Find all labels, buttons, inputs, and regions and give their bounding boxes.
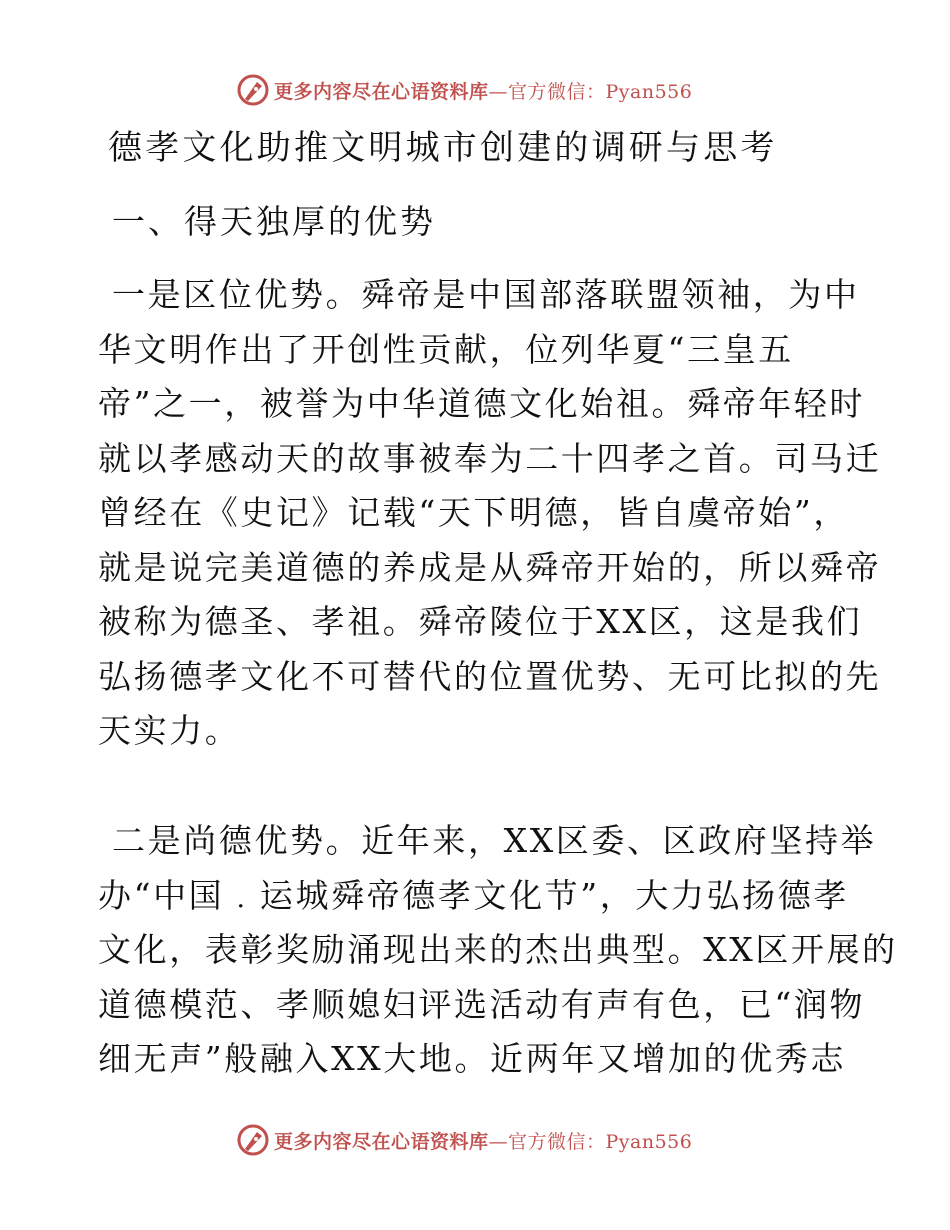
watermark-suffix: 官方微信：Pyan556 (508, 80, 693, 103)
section-heading: 一、得天独厚的优势 (112, 202, 436, 241)
pen-nib-circle-icon (236, 73, 270, 107)
watermark-separator: — (488, 1130, 509, 1153)
paragraph-line: 被称为德圣、孝祖。舜帝陵位于XX区，这是我们 (98, 602, 863, 641)
pen-nib-circle-icon (236, 1123, 270, 1157)
document-title: 德孝文化助推文明城市创建的调研与思考 (108, 128, 778, 168)
paragraph-line: 细无声”般融入XX大地。近两年又增加的优秀志 (98, 1039, 847, 1078)
watermark-separator: — (488, 80, 509, 103)
paragraph-line: 华文明作出了开创性贡献，位列华夏“三皇五 (98, 329, 794, 369)
paragraph-line: 文化，表彰奖励涌现出来的杰出典型。XX区开展的 (98, 930, 898, 969)
paragraph-line: 办“中国﹒运城舜帝德孝文化节”，大力弘扬德孝 (98, 875, 849, 915)
paragraph-line: 一是区位优势。舜帝是中国部落联盟领袖，为中 (112, 275, 860, 314)
watermark-banner-top (0, 70, 950, 110)
paragraph-line: 二是尚德优势。近年来，XX区委、区政府坚持举 (112, 821, 877, 860)
paragraph-line: 天实力。 (98, 711, 241, 750)
paragraph-line: 就以孝感动天的故事被奉为二十四孝之首。司马迁 (98, 438, 882, 478)
paragraph-line: 弘扬德孝文化不可替代的位置优势、无可比拟的先 (98, 656, 882, 696)
watermark-banner-bottom (0, 1120, 950, 1160)
watermark-suffix: 官方微信：Pyan556 (508, 1130, 693, 1153)
paragraph-location-advantage (98, 268, 882, 759)
paragraph-line: 就是说完美道德的养成是从舜帝开始的，所以舜帝 (98, 547, 882, 587)
paragraph-line: 曾经在《史记》记载“天下明德，皆自虞帝始”， (98, 493, 849, 532)
paragraph-virtue-advantage (98, 814, 898, 1087)
paragraph-line: 道德模范、孝顺媳妇评选活动有声有色，已“润物 (98, 984, 866, 1024)
watermark-text: 更多内容尽在心语资料库 (274, 1130, 489, 1153)
paragraph-line: 帝”之一，被誉为中华道德文化始祖。舜帝年轻时 (98, 384, 866, 423)
watermark-text: 更多内容尽在心语资料库 (274, 80, 489, 103)
